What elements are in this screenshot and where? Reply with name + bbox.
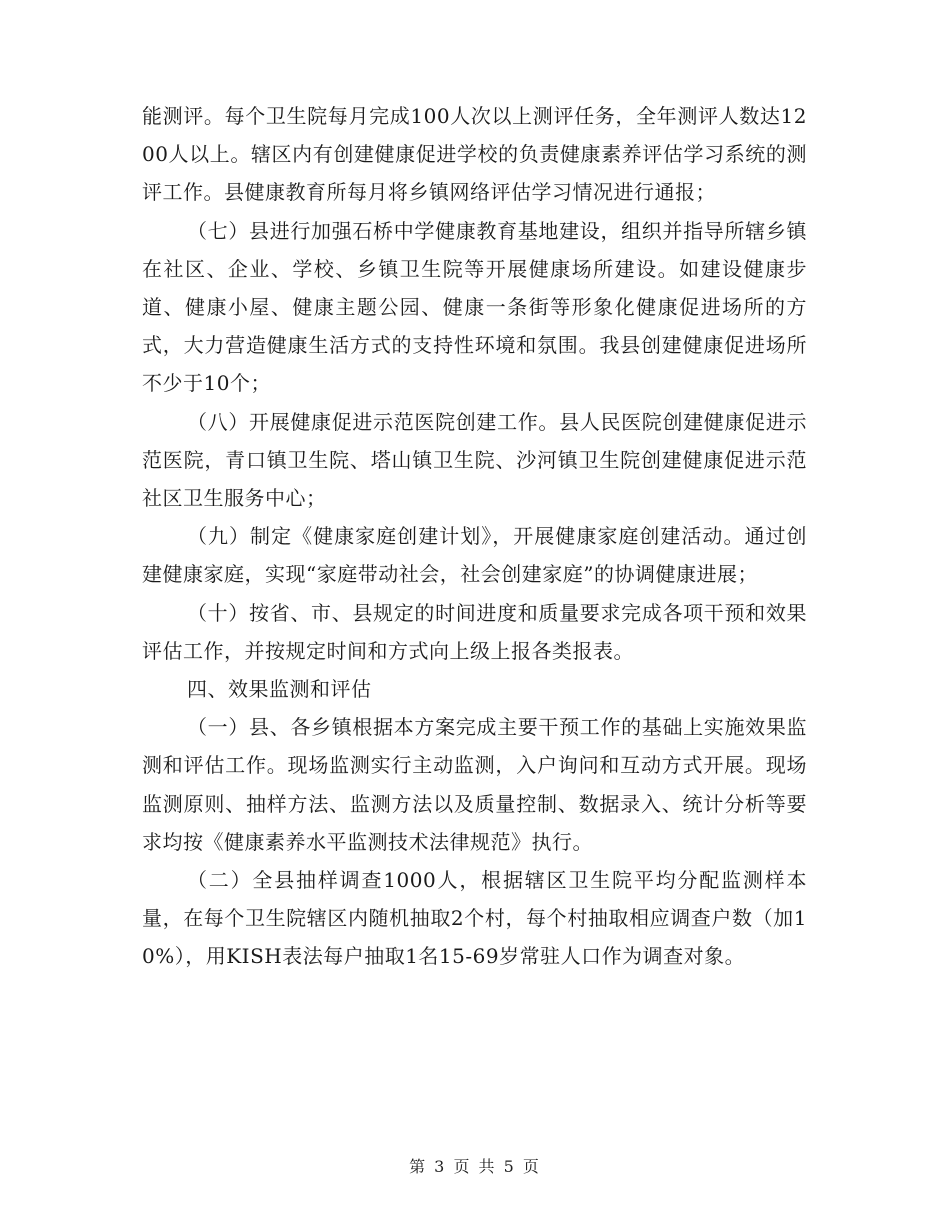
paragraph-item-10: （十）按省、市、县规定的时间进度和质量要求完成各项干预和效果评估工作，并按规定时间和方式向上级上报各类报表。	[142, 600, 807, 663]
paragraph-section4-item-2: （二）全县抽样调查1000人，根据辖区卫生院平均分配监测样本量，在每个卫生院辖区内随机抽取2个村，每个村抽取相应调查户数（加10%），用KISH表法每户抽取1名15-69岁常驻人口作为调查对象。	[142, 868, 807, 969]
document-body	[142, 97, 807, 976]
paragraph-section4-item-1: （一）县、各乡镇根据本方案完成主要干预工作的基础上实施效果监测和评估工作。现场监测实行主动监测，入户询问和互动方式开展。现场监测原则、抽样方法、监测方法以及质量控制、数据录入、统计分析等要求均按《健康素养水平监测技术法律规范》执行。	[142, 715, 807, 854]
page-number-footer: 第 3 页 共 5 页	[409, 1157, 541, 1176]
paragraph-item-9: （九）制定《健康家庭创建计划》，开展健康家庭创建活动。通过创建健康家庭，实现“家庭带动社会，社会创建家庭”的协调健康进展；	[142, 524, 807, 587]
paragraph-continuation: 能测评。每个卫生院每月完成100人次以上测评任务，全年测评人数达1200人以上。辖区内有创建健康促进学校的负责健康素养评估学习系统的测评工作。县健康教育所每月将乡镇网络评估学习情况进行通报；	[142, 104, 807, 205]
paragraph-item-8: （八）开展健康促进示范医院创建工作。县人民医院创建健康促进示范医院，青口镇卫生院、塔山镇卫生院、沙河镇卫生院创建健康促进示范社区卫生服务中心；	[142, 409, 807, 511]
paragraph-item-7: （七）县进行加强石桥中学健康教育基地建设，组织并指导所辖乡镇在社区、企业、学校、乡镇卫生院等开展健康场所建设。如建设健康步道、健康小屋、健康主题公园、健康一条街等形象化健康促进场所的方式，大力营造健康生活方式的支持性环境和氛围。我县创建健康促进场所不少于10个；	[142, 218, 807, 396]
section-heading-4: 四、效果监测和评估	[187, 677, 372, 702]
